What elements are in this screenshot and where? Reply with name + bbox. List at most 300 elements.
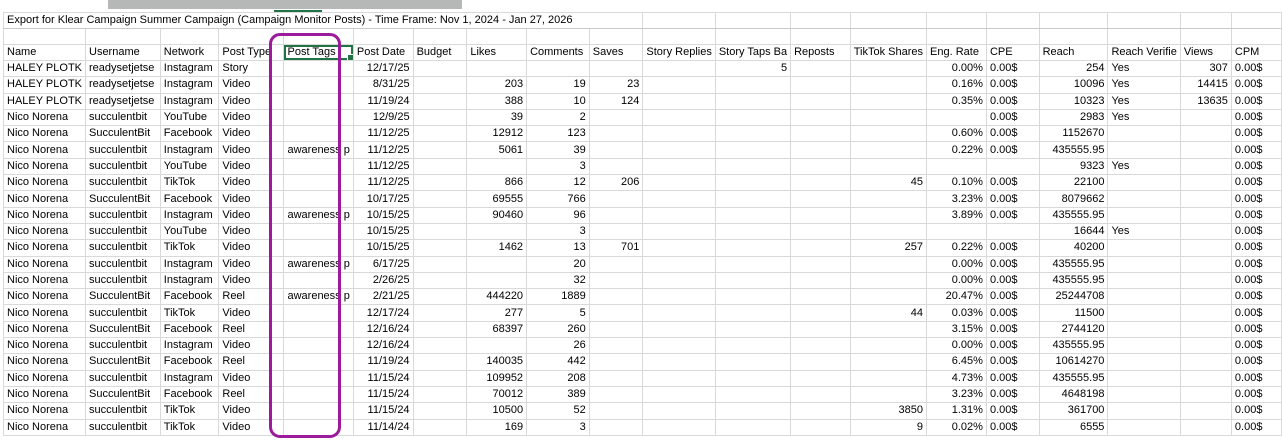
- cell-budget[interactable]: [413, 321, 467, 337]
- cell-budget[interactable]: [413, 77, 467, 93]
- cell-views[interactable]: [1180, 175, 1231, 191]
- cell-reposts[interactable]: [791, 207, 851, 223]
- empty-cell[interactable]: [1231, 13, 1281, 29]
- cell-tiktok-shares[interactable]: [850, 289, 926, 305]
- cell-eng-rate[interactable]: 0.03%: [927, 305, 987, 321]
- cell-saves[interactable]: [589, 256, 643, 272]
- cell-cpe[interactable]: 0.00$: [986, 175, 1039, 191]
- cell-username[interactable]: succulentbit: [86, 403, 161, 419]
- cell-eng-rate[interactable]: 3.15%: [927, 321, 987, 337]
- cell-story-taps-ba[interactable]: [715, 321, 790, 337]
- cell-reach[interactable]: 435555.95: [1039, 338, 1108, 354]
- cell-saves[interactable]: [589, 289, 643, 305]
- cell-reach-verifie[interactable]: Yes: [1108, 109, 1180, 125]
- cell-post-type[interactable]: Reel: [219, 289, 284, 305]
- cell-story-taps-ba[interactable]: [715, 370, 790, 386]
- cell-cpm[interactable]: 0.00$: [1231, 256, 1281, 272]
- empty-cell[interactable]: [927, 29, 987, 45]
- empty-cell[interactable]: [1180, 29, 1231, 45]
- cell-network[interactable]: YouTube: [160, 109, 219, 125]
- cell-comments[interactable]: 442: [527, 354, 590, 370]
- cell-views[interactable]: [1180, 158, 1231, 174]
- cell-post-type[interactable]: Video: [219, 223, 284, 239]
- cell-cpe[interactable]: 0.00$: [986, 354, 1039, 370]
- cell-username[interactable]: succulentbit: [86, 175, 161, 191]
- cell-post-date[interactable]: 12/17/24: [353, 305, 413, 321]
- cell-cpm[interactable]: 0.00$: [1231, 126, 1281, 142]
- empty-cell[interactable]: [86, 29, 161, 45]
- cell-post-date[interactable]: 11/14/24: [353, 419, 413, 435]
- cell-comments[interactable]: 20: [527, 256, 590, 272]
- cell-saves[interactable]: [589, 321, 643, 337]
- cell-eng-rate[interactable]: [927, 109, 987, 125]
- cell-post-tags[interactable]: [284, 61, 353, 77]
- cell-post-date[interactable]: 10/15/25: [353, 240, 413, 256]
- cell-saves[interactable]: 701: [589, 240, 643, 256]
- cell-username[interactable]: readysetjetse: [86, 77, 161, 93]
- cell-name[interactable]: Nico Norena: [4, 223, 86, 239]
- empty-cell[interactable]: [850, 13, 926, 29]
- cell-eng-rate[interactable]: 0.22%: [927, 142, 987, 158]
- cell-reach[interactable]: 25244708: [1039, 289, 1108, 305]
- cell-story-taps-ba[interactable]: [715, 223, 790, 239]
- empty-cell[interactable]: [850, 29, 926, 45]
- cell-post-tags[interactable]: [284, 240, 353, 256]
- cell-name[interactable]: HALEY PLOTK: [4, 61, 86, 77]
- cell-reach[interactable]: 9323: [1039, 158, 1108, 174]
- cell-tiktok-shares[interactable]: [850, 321, 926, 337]
- cell-name[interactable]: Nico Norena: [4, 272, 86, 288]
- column-header-reach-verifie[interactable]: Reach Verifie: [1108, 45, 1180, 61]
- cell-eng-rate[interactable]: 0.60%: [927, 126, 987, 142]
- cell-network[interactable]: Facebook: [160, 191, 219, 207]
- cell-reach[interactable]: 16644: [1039, 223, 1108, 239]
- cell-tiktok-shares[interactable]: [850, 272, 926, 288]
- cell-username[interactable]: readysetjetse: [86, 93, 161, 109]
- cell-reposts[interactable]: [791, 289, 851, 305]
- cell-budget[interactable]: [413, 191, 467, 207]
- cell-story-replies[interactable]: [643, 61, 715, 77]
- column-header-post-date[interactable]: Post Date: [353, 45, 413, 61]
- empty-cell[interactable]: [1231, 29, 1281, 45]
- cell-reach-verifie[interactable]: [1108, 175, 1180, 191]
- cell-comments[interactable]: 32: [527, 272, 590, 288]
- cell-cpm[interactable]: 0.00$: [1231, 223, 1281, 239]
- cell-post-type[interactable]: Video: [219, 77, 284, 93]
- cell-cpe[interactable]: 0.00$: [986, 305, 1039, 321]
- cell-saves[interactable]: [589, 305, 643, 321]
- cell-story-taps-ba[interactable]: [715, 419, 790, 435]
- cell-eng-rate[interactable]: 3.23%: [927, 191, 987, 207]
- cell-tiktok-shares[interactable]: [850, 256, 926, 272]
- cell-saves[interactable]: [589, 158, 643, 174]
- cell-cpm[interactable]: 0.00$: [1231, 175, 1281, 191]
- cell-reposts[interactable]: [791, 191, 851, 207]
- cell-story-taps-ba[interactable]: [715, 207, 790, 223]
- cell-network[interactable]: TikTok: [160, 419, 219, 435]
- cell-comments[interactable]: 389: [527, 386, 590, 402]
- cell-post-date[interactable]: 11/12/25: [353, 142, 413, 158]
- cell-post-date[interactable]: 10/17/25: [353, 191, 413, 207]
- cell-story-replies[interactable]: [643, 354, 715, 370]
- cell-post-date[interactable]: 11/12/25: [353, 126, 413, 142]
- cell-reposts[interactable]: [791, 158, 851, 174]
- cell-budget[interactable]: [413, 175, 467, 191]
- cell-reach-verifie[interactable]: [1108, 126, 1180, 142]
- column-header-post-type[interactable]: Post Type: [219, 45, 284, 61]
- cell-name[interactable]: HALEY PLOTK: [4, 93, 86, 109]
- cell-comments[interactable]: 52: [527, 403, 590, 419]
- cell-reach-verifie[interactable]: [1108, 289, 1180, 305]
- cell-story-taps-ba[interactable]: [715, 386, 790, 402]
- cell-name[interactable]: Nico Norena: [4, 419, 86, 435]
- cell-budget[interactable]: [413, 403, 467, 419]
- cell-reach[interactable]: 40200: [1039, 240, 1108, 256]
- cell-comments[interactable]: 96: [527, 207, 590, 223]
- cell-name[interactable]: Nico Norena: [4, 158, 86, 174]
- empty-cell[interactable]: [467, 29, 527, 45]
- cell-network[interactable]: Instagram: [160, 207, 219, 223]
- empty-cell[interactable]: [986, 29, 1039, 45]
- cell-cpm[interactable]: 0.00$: [1231, 289, 1281, 305]
- cell-saves[interactable]: [589, 109, 643, 125]
- cell-eng-rate[interactable]: 6.45%: [927, 354, 987, 370]
- cell-views[interactable]: [1180, 370, 1231, 386]
- cell-reach[interactable]: 2744120: [1039, 321, 1108, 337]
- cell-tiktok-shares[interactable]: [850, 61, 926, 77]
- cell-username[interactable]: SucculentBit: [86, 191, 161, 207]
- cell-story-taps-ba[interactable]: [715, 77, 790, 93]
- cell-story-taps-ba[interactable]: [715, 191, 790, 207]
- cell-story-replies[interactable]: [643, 419, 715, 435]
- cell-post-type[interactable]: Video: [219, 256, 284, 272]
- cell-name[interactable]: Nico Norena: [4, 321, 86, 337]
- cell-comments[interactable]: 26: [527, 338, 590, 354]
- cell-budget[interactable]: [413, 223, 467, 239]
- cell-likes[interactable]: 203: [467, 77, 527, 93]
- cell-eng-rate[interactable]: [927, 223, 987, 239]
- column-header-views[interactable]: Views: [1180, 45, 1231, 61]
- cell-budget[interactable]: [413, 256, 467, 272]
- cell-post-type[interactable]: Reel: [219, 321, 284, 337]
- cell-cpm[interactable]: 0.00$: [1231, 109, 1281, 125]
- cell-cpm[interactable]: 0.00$: [1231, 354, 1281, 370]
- cell-story-taps-ba[interactable]: [715, 272, 790, 288]
- cell-likes[interactable]: 69555: [467, 191, 527, 207]
- empty-cell[interactable]: [715, 13, 790, 29]
- cell-story-taps-ba[interactable]: [715, 354, 790, 370]
- cell-post-tags[interactable]: awareness p: [284, 207, 353, 223]
- cell-post-tags[interactable]: awareness p: [284, 142, 353, 158]
- cell-likes[interactable]: 169: [467, 419, 527, 435]
- cell-post-date[interactable]: 11/15/24: [353, 386, 413, 402]
- cell-post-tags[interactable]: [284, 354, 353, 370]
- cell-name[interactable]: HALEY PLOTK: [4, 77, 86, 93]
- cell-views[interactable]: [1180, 338, 1231, 354]
- empty-cell[interactable]: [1180, 13, 1231, 29]
- empty-cell[interactable]: [527, 29, 590, 45]
- cell-eng-rate[interactable]: 0.22%: [927, 240, 987, 256]
- cell-tiktok-shares[interactable]: 257: [850, 240, 926, 256]
- cell-cpm[interactable]: 0.00$: [1231, 207, 1281, 223]
- cell-story-taps-ba[interactable]: [715, 126, 790, 142]
- cell-cpe[interactable]: 0.00$: [986, 386, 1039, 402]
- cell-reposts[interactable]: [791, 93, 851, 109]
- cell-views[interactable]: [1180, 126, 1231, 142]
- cell-network[interactable]: Instagram: [160, 256, 219, 272]
- cell-reach[interactable]: 11500: [1039, 305, 1108, 321]
- cell-comments[interactable]: 5: [527, 305, 590, 321]
- cell-cpm[interactable]: 0.00$: [1231, 61, 1281, 77]
- cell-saves[interactable]: [589, 142, 643, 158]
- cell-name[interactable]: Nico Norena: [4, 256, 86, 272]
- cell-likes[interactable]: 5061: [467, 142, 527, 158]
- cell-comments[interactable]: 3: [527, 223, 590, 239]
- cell-budget[interactable]: [413, 354, 467, 370]
- cell-views[interactable]: [1180, 354, 1231, 370]
- cell-network[interactable]: TikTok: [160, 403, 219, 419]
- cell-cpe[interactable]: 0.00$: [986, 403, 1039, 419]
- cell-reach[interactable]: 435555.95: [1039, 142, 1108, 158]
- cell-tiktok-shares[interactable]: [850, 191, 926, 207]
- cell-reach-verifie[interactable]: [1108, 256, 1180, 272]
- cell-saves[interactable]: [589, 403, 643, 419]
- cell-saves[interactable]: [589, 207, 643, 223]
- cell-post-tags[interactable]: [284, 126, 353, 142]
- cell-name[interactable]: Nico Norena: [4, 207, 86, 223]
- cell-name[interactable]: Nico Norena: [4, 240, 86, 256]
- cell-network[interactable]: Facebook: [160, 321, 219, 337]
- cell-post-type[interactable]: Video: [219, 93, 284, 109]
- cell-cpe[interactable]: 0.00$: [986, 191, 1039, 207]
- cell-post-date[interactable]: 12/9/25: [353, 109, 413, 125]
- cell-post-date[interactable]: 10/15/25: [353, 207, 413, 223]
- cell-views[interactable]: [1180, 223, 1231, 239]
- cell-story-replies[interactable]: [643, 386, 715, 402]
- cell-post-type[interactable]: Story: [219, 61, 284, 77]
- cell-network[interactable]: YouTube: [160, 223, 219, 239]
- cell-likes[interactable]: 866: [467, 175, 527, 191]
- cell-eng-rate[interactable]: 0.16%: [927, 77, 987, 93]
- cell-network[interactable]: TikTok: [160, 305, 219, 321]
- cell-post-type[interactable]: Video: [219, 175, 284, 191]
- cell-likes[interactable]: [467, 256, 527, 272]
- cell-budget[interactable]: [413, 338, 467, 354]
- cell-likes[interactable]: 444220: [467, 289, 527, 305]
- cell-post-type[interactable]: Video: [219, 403, 284, 419]
- cell-post-type[interactable]: Video: [219, 109, 284, 125]
- cell-likes[interactable]: 68397: [467, 321, 527, 337]
- column-header-likes[interactable]: Likes: [467, 45, 527, 61]
- cell-comments[interactable]: [527, 61, 590, 77]
- cell-comments[interactable]: 13: [527, 240, 590, 256]
- cell-tiktok-shares[interactable]: [850, 77, 926, 93]
- cell-network[interactable]: YouTube: [160, 158, 219, 174]
- cell-name[interactable]: Nico Norena: [4, 289, 86, 305]
- cell-cpm[interactable]: 0.00$: [1231, 142, 1281, 158]
- cell-name[interactable]: Nico Norena: [4, 370, 86, 386]
- cell-post-type[interactable]: Video: [219, 370, 284, 386]
- cell-cpm[interactable]: 0.00$: [1231, 370, 1281, 386]
- cell-post-tags[interactable]: [284, 191, 353, 207]
- cell-tiktok-shares[interactable]: [850, 223, 926, 239]
- cell-reach-verifie[interactable]: Yes: [1108, 223, 1180, 239]
- cell-story-replies[interactable]: [643, 77, 715, 93]
- cell-cpe[interactable]: 0.00$: [986, 321, 1039, 337]
- cell-budget[interactable]: [413, 272, 467, 288]
- column-header-tiktok-shares[interactable]: TikTok Shares: [850, 45, 926, 61]
- column-header-story-replies[interactable]: Story Replies: [643, 45, 715, 61]
- column-header-username[interactable]: Username: [86, 45, 161, 61]
- cell-tiktok-shares[interactable]: 3850: [850, 403, 926, 419]
- empty-cell[interactable]: [4, 29, 86, 45]
- empty-cell[interactable]: [1108, 13, 1180, 29]
- cell-cpe[interactable]: [986, 223, 1039, 239]
- cell-story-replies[interactable]: [643, 109, 715, 125]
- cell-comments[interactable]: 123: [527, 126, 590, 142]
- cell-views[interactable]: [1180, 256, 1231, 272]
- cell-saves[interactable]: [589, 61, 643, 77]
- cell-story-replies[interactable]: [643, 158, 715, 174]
- cell-username[interactable]: SucculentBit: [86, 289, 161, 305]
- cell-cpm[interactable]: 0.00$: [1231, 321, 1281, 337]
- cell-network[interactable]: TikTok: [160, 240, 219, 256]
- cell-budget[interactable]: [413, 142, 467, 158]
- cell-name[interactable]: Nico Norena: [4, 386, 86, 402]
- cell-reach[interactable]: 4648198: [1039, 386, 1108, 402]
- cell-post-tags[interactable]: [284, 93, 353, 109]
- column-header-story-taps-ba[interactable]: Story Taps Ba: [715, 45, 790, 61]
- cell-tiktok-shares[interactable]: [850, 354, 926, 370]
- cell-reach-verifie[interactable]: [1108, 386, 1180, 402]
- cell-tiktok-shares[interactable]: [850, 142, 926, 158]
- cell-post-date[interactable]: 11/12/25: [353, 158, 413, 174]
- cell-likes[interactable]: [467, 338, 527, 354]
- cell-cpm[interactable]: 0.00$: [1231, 191, 1281, 207]
- cell-reposts[interactable]: [791, 419, 851, 435]
- cell-network[interactable]: Instagram: [160, 61, 219, 77]
- cell-post-date[interactable]: 12/16/24: [353, 321, 413, 337]
- cell-comments[interactable]: 3: [527, 419, 590, 435]
- cell-likes[interactable]: 10500: [467, 403, 527, 419]
- cell-views[interactable]: 307: [1180, 61, 1231, 77]
- cell-budget[interactable]: [413, 126, 467, 142]
- cell-cpe[interactable]: 0.00$: [986, 419, 1039, 435]
- cell-reach-verifie[interactable]: Yes: [1108, 158, 1180, 174]
- cell-post-tags[interactable]: [284, 305, 353, 321]
- cell-views[interactable]: 13635: [1180, 93, 1231, 109]
- cell-reposts[interactable]: [791, 142, 851, 158]
- cell-saves[interactable]: [589, 370, 643, 386]
- cell-network[interactable]: Facebook: [160, 386, 219, 402]
- column-header-reposts[interactable]: Reposts: [791, 45, 851, 61]
- column-header-name[interactable]: Name: [4, 45, 86, 61]
- cell-tiktok-shares[interactable]: [850, 207, 926, 223]
- empty-cell[interactable]: [353, 29, 413, 45]
- cell-post-tags[interactable]: [284, 386, 353, 402]
- cell-eng-rate[interactable]: 1.31%: [927, 403, 987, 419]
- cell-cpm[interactable]: 0.00$: [1231, 338, 1281, 354]
- cell-reach-verifie[interactable]: Yes: [1108, 77, 1180, 93]
- empty-cell[interactable]: [643, 29, 715, 45]
- empty-cell[interactable]: [1039, 13, 1108, 29]
- cell-network[interactable]: Instagram: [160, 370, 219, 386]
- cell-story-replies[interactable]: [643, 338, 715, 354]
- cell-story-replies[interactable]: [643, 142, 715, 158]
- cell-reach-verifie[interactable]: [1108, 354, 1180, 370]
- cell-likes[interactable]: 109952: [467, 370, 527, 386]
- empty-cell[interactable]: [284, 29, 353, 45]
- cell-saves[interactable]: [589, 419, 643, 435]
- cell-post-type[interactable]: Video: [219, 142, 284, 158]
- cell-post-tags[interactable]: [284, 158, 353, 174]
- cell-cpe[interactable]: [986, 158, 1039, 174]
- column-header-cpm[interactable]: CPM: [1231, 45, 1281, 61]
- cell-views[interactable]: [1180, 386, 1231, 402]
- cell-saves[interactable]: [589, 338, 643, 354]
- cell-post-tags[interactable]: [284, 109, 353, 125]
- cell-saves[interactable]: 23: [589, 77, 643, 93]
- cell-reach-verifie[interactable]: Yes: [1108, 61, 1180, 77]
- cell-post-date[interactable]: 11/19/24: [353, 354, 413, 370]
- cell-cpe[interactable]: 0.00$: [986, 370, 1039, 386]
- cell-tiktok-shares[interactable]: 44: [850, 305, 926, 321]
- empty-cell[interactable]: [160, 29, 219, 45]
- cell-reach[interactable]: 435555.95: [1039, 272, 1108, 288]
- cell-views[interactable]: [1180, 142, 1231, 158]
- cell-saves[interactable]: [589, 272, 643, 288]
- empty-cell[interactable]: [219, 29, 284, 45]
- cell-username[interactable]: succulentbit: [86, 370, 161, 386]
- cell-views[interactable]: [1180, 419, 1231, 435]
- cell-cpm[interactable]: 0.00$: [1231, 240, 1281, 256]
- cell-network[interactable]: Instagram: [160, 338, 219, 354]
- cell-budget[interactable]: [413, 370, 467, 386]
- cell-likes[interactable]: 388: [467, 93, 527, 109]
- cell-eng-rate[interactable]: 0.02%: [927, 419, 987, 435]
- cell-reposts[interactable]: [791, 386, 851, 402]
- cell-eng-rate[interactable]: 3.23%: [927, 386, 987, 402]
- cell-eng-rate[interactable]: 0.00%: [927, 256, 987, 272]
- cell-likes[interactable]: 90460: [467, 207, 527, 223]
- cell-post-tags[interactable]: [284, 419, 353, 435]
- cell-post-date[interactable]: 12/17/25: [353, 61, 413, 77]
- cell-comments[interactable]: 260: [527, 321, 590, 337]
- cell-budget[interactable]: [413, 419, 467, 435]
- cell-budget[interactable]: [413, 207, 467, 223]
- cell-story-taps-ba[interactable]: 5: [715, 61, 790, 77]
- cell-name[interactable]: Nico Norena: [4, 109, 86, 125]
- cell-reach[interactable]: 254: [1039, 61, 1108, 77]
- cell-reposts[interactable]: [791, 126, 851, 142]
- cell-network[interactable]: TikTok: [160, 175, 219, 191]
- cell-name[interactable]: Nico Norena: [4, 354, 86, 370]
- cell-post-date[interactable]: 6/17/25: [353, 256, 413, 272]
- cell-username[interactable]: succulentbit: [86, 272, 161, 288]
- cell-likes[interactable]: 70012: [467, 386, 527, 402]
- cell-story-taps-ba[interactable]: [715, 289, 790, 305]
- cell-post-date[interactable]: 2/26/25: [353, 272, 413, 288]
- cell-username[interactable]: succulentbit: [86, 142, 161, 158]
- cell-post-type[interactable]: Video: [219, 272, 284, 288]
- cell-cpe[interactable]: 0.00$: [986, 142, 1039, 158]
- cell-name[interactable]: Nico Norena: [4, 142, 86, 158]
- cell-post-type[interactable]: Video: [219, 158, 284, 174]
- cell-name[interactable]: Nico Norena: [4, 338, 86, 354]
- cell-username[interactable]: succulentbit: [86, 207, 161, 223]
- cell-reach[interactable]: 435555.95: [1039, 256, 1108, 272]
- cell-comments[interactable]: 10: [527, 93, 590, 109]
